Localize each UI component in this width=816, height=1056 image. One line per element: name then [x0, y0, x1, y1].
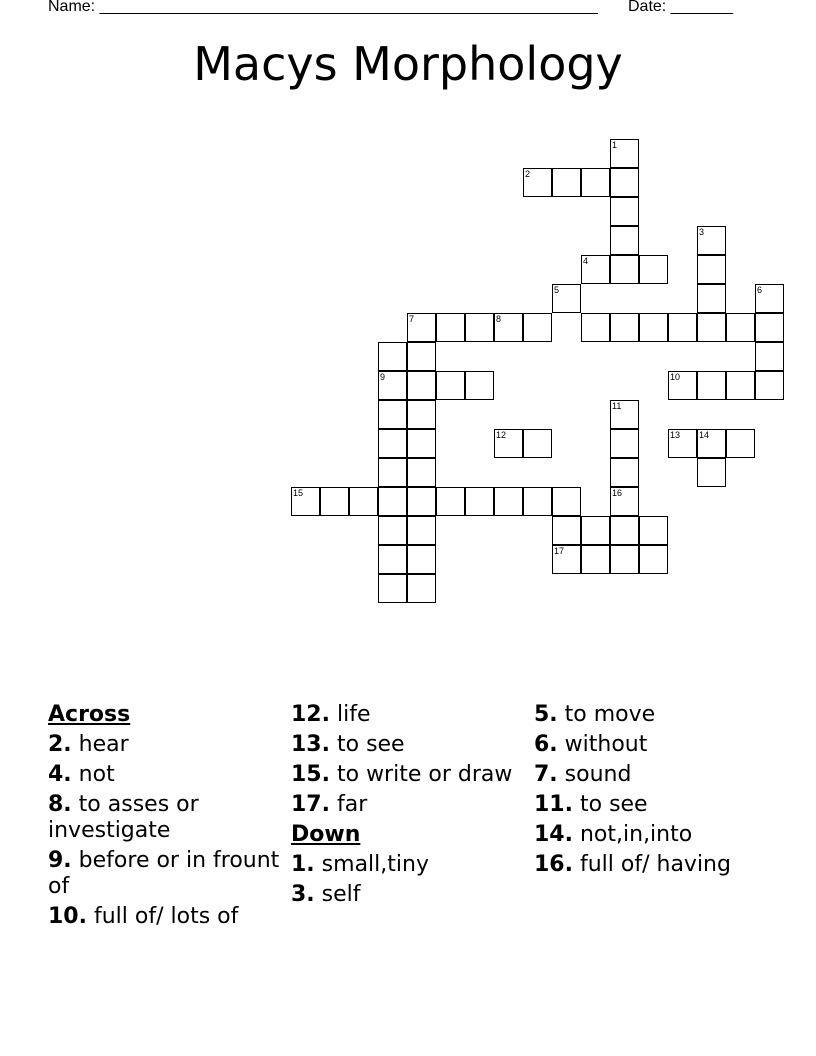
- name-field-label[interactable]: Name: ________________________________________________________: [48, 0, 598, 15]
- grid-cell[interactable]: [697, 371, 726, 400]
- clue-across-13: 13. to see: [291, 732, 405, 757]
- page-title: Macys Morphology: [193, 37, 623, 91]
- clue-down-1: 1. small,tiny: [291, 852, 429, 877]
- clue-down-6: 6. without: [534, 732, 648, 757]
- cell-number: 10: [670, 372, 681, 382]
- clue-down-16: 16. full of/ having: [534, 852, 731, 877]
- clue-across-4: 4. not: [48, 762, 115, 787]
- cell-number: 11: [612, 401, 622, 411]
- grid-cell[interactable]: [407, 516, 436, 545]
- grid-cell[interactable]: [407, 342, 436, 371]
- grid-cell[interactable]: [610, 168, 639, 197]
- grid-cell[interactable]: [523, 487, 552, 516]
- clue-down-3: 3. self: [291, 882, 361, 907]
- grid-cell[interactable]: [465, 487, 494, 516]
- grid-cell[interactable]: [639, 255, 668, 284]
- grid-cell[interactable]: [407, 574, 436, 603]
- cell-number: 7: [409, 314, 415, 324]
- grid-cell[interactable]: [320, 487, 349, 516]
- grid-cell[interactable]: [523, 429, 552, 458]
- grid-cell[interactable]: [697, 255, 726, 284]
- grid-cell[interactable]: [755, 313, 784, 342]
- grid-cell[interactable]: [436, 371, 465, 400]
- cell-number: 15: [293, 488, 304, 498]
- cell-number: 17: [554, 546, 565, 556]
- grid-cell[interactable]: [407, 545, 436, 574]
- grid-cell[interactable]: [378, 516, 407, 545]
- clue-across-2: 2. hear: [48, 732, 129, 757]
- grid-cell[interactable]: [697, 284, 726, 313]
- grid-cell[interactable]: [610, 516, 639, 545]
- clue-across-10: 10. full of/ lots of: [48, 904, 239, 929]
- clue-across-15: 15. to write or draw: [291, 762, 513, 787]
- cell-number: 12: [496, 430, 507, 440]
- grid-cell[interactable]: [610, 429, 639, 458]
- date-field-label[interactable]: Date: _______: [628, 0, 733, 15]
- clue-across-8: 8. to asses or investigate: [48, 792, 199, 843]
- grid-cell[interactable]: [552, 487, 581, 516]
- grid-cell[interactable]: [726, 429, 755, 458]
- grid-cell[interactable]: [610, 255, 639, 284]
- cell-number: 13: [670, 430, 681, 440]
- grid-cell[interactable]: [378, 487, 407, 516]
- grid-cell[interactable]: [407, 429, 436, 458]
- grid-cell[interactable]: [349, 487, 378, 516]
- grid-cell[interactable]: [378, 400, 407, 429]
- grid-cell[interactable]: [407, 458, 436, 487]
- cell-number: 6: [757, 285, 763, 295]
- grid-cell[interactable]: [726, 313, 755, 342]
- grid-cell[interactable]: [610, 458, 639, 487]
- grid-cell[interactable]: [552, 516, 581, 545]
- grid-cell[interactable]: [755, 342, 784, 371]
- grid-cell[interactable]: [465, 313, 494, 342]
- cell-number: 1: [612, 140, 618, 150]
- grid-cell[interactable]: [726, 371, 755, 400]
- grid-cell[interactable]: [378, 342, 407, 371]
- grid-cell[interactable]: [610, 226, 639, 255]
- clue-across-9: 9. before or in frount of: [48, 848, 280, 899]
- grid-cell[interactable]: [378, 545, 407, 574]
- clue-down-14: 14. not,in,into: [534, 822, 693, 847]
- grid-cell[interactable]: [378, 574, 407, 603]
- grid-cell[interactable]: [697, 313, 726, 342]
- grid-cell[interactable]: [610, 197, 639, 226]
- grid-cell[interactable]: [378, 458, 407, 487]
- grid-cell[interactable]: [581, 313, 610, 342]
- grid-cell[interactable]: [610, 313, 639, 342]
- grid-cell[interactable]: [407, 400, 436, 429]
- grid-cell[interactable]: [523, 313, 552, 342]
- clue-down-7: 7. sound: [534, 762, 632, 787]
- grid-cell[interactable]: [494, 487, 523, 516]
- grid-cell[interactable]: [552, 168, 581, 197]
- cell-number: 9: [380, 372, 386, 382]
- down-heading: Down: [291, 822, 361, 847]
- cell-number: 3: [699, 227, 705, 237]
- grid-cell[interactable]: [668, 313, 697, 342]
- clues-column-3: [534, 702, 804, 882]
- clue-down-5: 5. to move: [534, 702, 656, 727]
- cell-number: 16: [612, 488, 623, 498]
- clue-across-12: 12. life: [291, 702, 371, 727]
- grid-cell[interactable]: [755, 371, 784, 400]
- grid-cell[interactable]: [378, 429, 407, 458]
- grid-cell[interactable]: [639, 313, 668, 342]
- grid-cell[interactable]: [697, 458, 726, 487]
- cell-number: 5: [554, 285, 560, 295]
- grid-cell[interactable]: [465, 371, 494, 400]
- cell-number: 14: [699, 430, 710, 440]
- across-heading: Across: [48, 702, 131, 727]
- grid-cell[interactable]: [639, 516, 668, 545]
- cell-number: 8: [496, 314, 502, 324]
- clue-down-11: 11. to see: [534, 792, 648, 817]
- grid-cell[interactable]: [436, 487, 465, 516]
- grid-cell[interactable]: [610, 545, 639, 574]
- grid-cell[interactable]: [581, 545, 610, 574]
- clue-across-17: 17. far: [291, 792, 368, 817]
- cell-number: 2: [525, 169, 531, 179]
- cell-number: 4: [583, 256, 589, 266]
- grid-cell[interactable]: [639, 545, 668, 574]
- grid-cell[interactable]: [407, 487, 436, 516]
- grid-cell[interactable]: [581, 516, 610, 545]
- clues-column-2: [291, 702, 523, 912]
- clues-column-1: [48, 702, 280, 934]
- grid-cell[interactable]: [407, 371, 436, 400]
- grid-cell[interactable]: [436, 313, 465, 342]
- grid-cell[interactable]: [581, 168, 610, 197]
